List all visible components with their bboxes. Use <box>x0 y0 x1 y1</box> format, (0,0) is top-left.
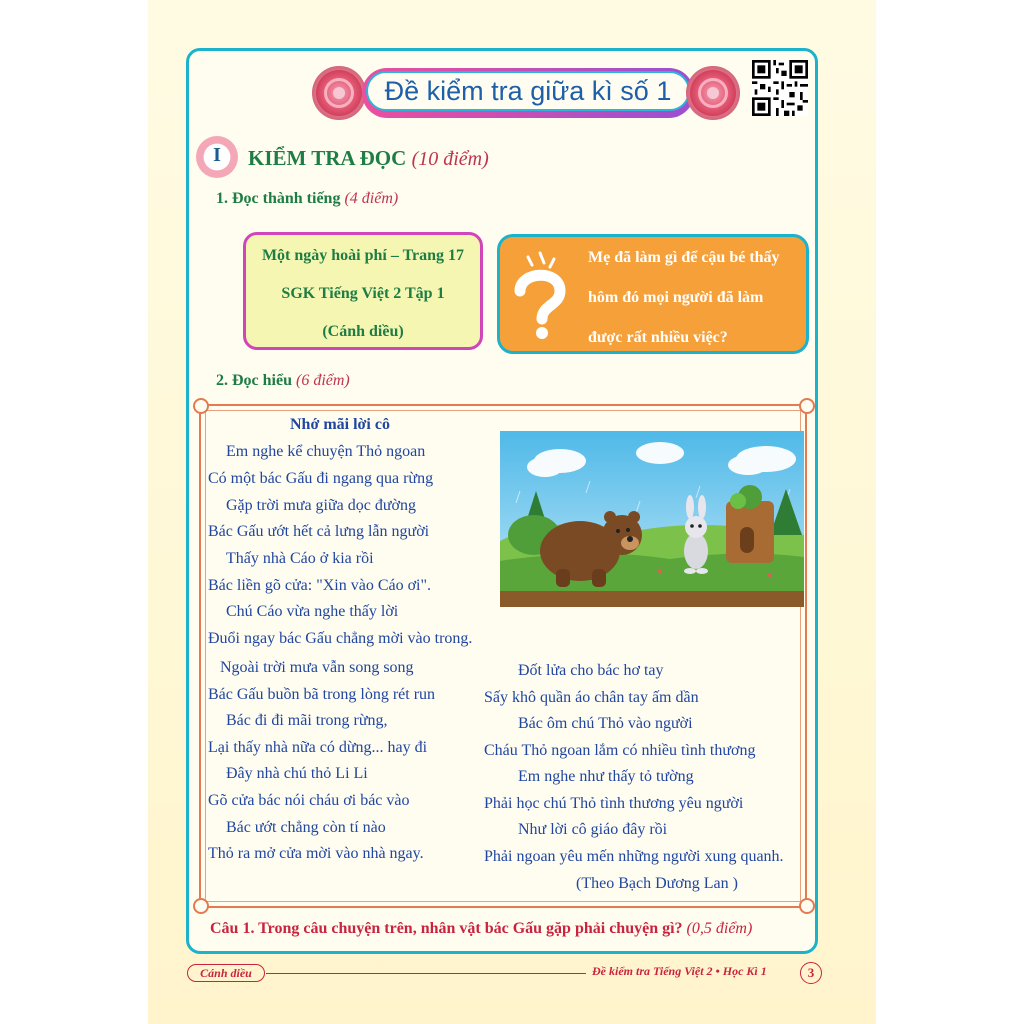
footer-divider <box>266 973 586 974</box>
section-heading <box>248 146 489 171</box>
poem-line: Phải ngoan yêu mến những người xung quanh. <box>484 848 784 865</box>
poem-line: Bác đi đi mãi trong rừng, <box>226 712 388 729</box>
rose-left-icon <box>312 66 366 120</box>
poem-line: Ngoài trời mưa vẫn song song <box>220 659 414 676</box>
question-1-text: Câu 1. Trong câu chuyện trên, nhân vật bác Gấu gặp phải chuyện gì? <box>210 920 683 937</box>
part1-points: (4 điểm) <box>344 190 399 207</box>
question-line-2: hôm đó mọi người đã làm <box>588 289 764 306</box>
frame-corner-ornament <box>799 398 815 414</box>
part1-heading <box>216 190 398 208</box>
poem-source: (Theo Bạch Dương Lan ) <box>576 875 738 892</box>
qr-code-icon[interactable] <box>752 60 808 116</box>
poem-line: Có một bác Gấu đi ngang qua rừng <box>208 470 434 487</box>
poem-line: Thỏ ra mở cửa mời vào nhà ngay. <box>208 845 424 862</box>
frame-corner-ornament <box>193 898 209 914</box>
poem-line: Bác Gấu ướt hết cả lưng lẫn người <box>208 523 430 540</box>
part2-points: (6 điểm) <box>296 372 350 389</box>
question-line-1: Mẹ đã làm gì để cậu bé thấy <box>588 249 780 266</box>
reading-line-2: SGK Tiếng Việt 2 Tập 1 <box>281 285 445 302</box>
poem-line: Chú Cáo vừa nghe thấy lời <box>226 603 399 620</box>
question-1 <box>210 920 752 938</box>
question-line-3: được rất nhiều việc? <box>588 329 728 346</box>
question-mark-icon <box>510 249 570 341</box>
section-number-badge <box>196 136 238 178</box>
section-title: KIỂM TRA ĐỌC <box>248 146 407 170</box>
question-1-points: (0,5 điểm) <box>686 920 753 937</box>
poem-line: Đuổi ngay bác Gấu chẳng mời vào trong. <box>208 630 473 647</box>
poem-line: Lại thấy nhà nữa có dừng... hay đi <box>208 739 428 756</box>
poem-line: Đốt lửa cho bác hơ tay <box>518 662 664 679</box>
poem-line: Sấy khô quần áo chân tay ấm dần <box>484 689 699 706</box>
poem-line: Như lời cô giáo đây rồi <box>518 821 668 838</box>
poem-line: Em nghe kể chuyện Thỏ ngoan <box>226 443 426 460</box>
poem-line: Bác Gấu buồn bã trong lòng rét run <box>208 686 436 703</box>
poem-title: Nhớ mãi lời cô <box>290 416 390 433</box>
poem-line: Cháu Thỏ ngoan lắm có nhiều tình thương <box>484 742 756 759</box>
poem-line: Gõ cửa bác nói cháu ơi bác vào <box>208 792 410 809</box>
poem-line: Gặp trời mưa giữa dọc đường <box>226 497 417 514</box>
poem-line: Bác ôm chú Thỏ vào người <box>518 715 693 732</box>
footer-book-title: Đề kiểm tra Tiếng Việt 2 • Học Kì 1 <box>592 964 767 978</box>
page-title: Đề kiểm tra giữa kì số 1 <box>384 75 672 106</box>
frame-corner-ornament <box>799 898 815 914</box>
reading-assignment-box <box>243 232 483 350</box>
rose-right-icon <box>686 66 740 120</box>
bear-rabbit-illustration <box>500 431 804 607</box>
poem-line: Bác liền gõ cửa: "Xin vào Cáo ơi". <box>208 577 432 594</box>
poem-line: Thấy nhà Cáo ở kia rồi <box>226 550 374 567</box>
poem-line: Em nghe như thấy tỏ tường <box>518 768 694 785</box>
poem-line: Bác ướt chẳng còn tí nào <box>226 819 386 836</box>
part1-label: 1. Đọc thành tiếng <box>216 190 341 207</box>
poem-line: Đây nhà chú thỏ Li Li <box>226 765 368 782</box>
section-points: (10 điểm) <box>411 148 489 170</box>
footer-series-badge: Cánh diều <box>187 964 265 982</box>
frame-corner-ornament <box>193 398 209 414</box>
section-number: I <box>213 144 221 166</box>
part2-heading <box>216 372 350 390</box>
poem-line: Phải học chú Thỏ tình thương yêu người <box>484 795 744 812</box>
question-box <box>497 234 809 354</box>
reading-line-3: (Cánh diều) <box>322 323 404 340</box>
page-number: 3 <box>800 962 822 984</box>
title-banner <box>362 68 694 118</box>
reading-line-1: Một ngày hoài phí – Trang 17 <box>261 247 465 264</box>
part2-label: 2. Đọc hiểu <box>216 372 292 389</box>
